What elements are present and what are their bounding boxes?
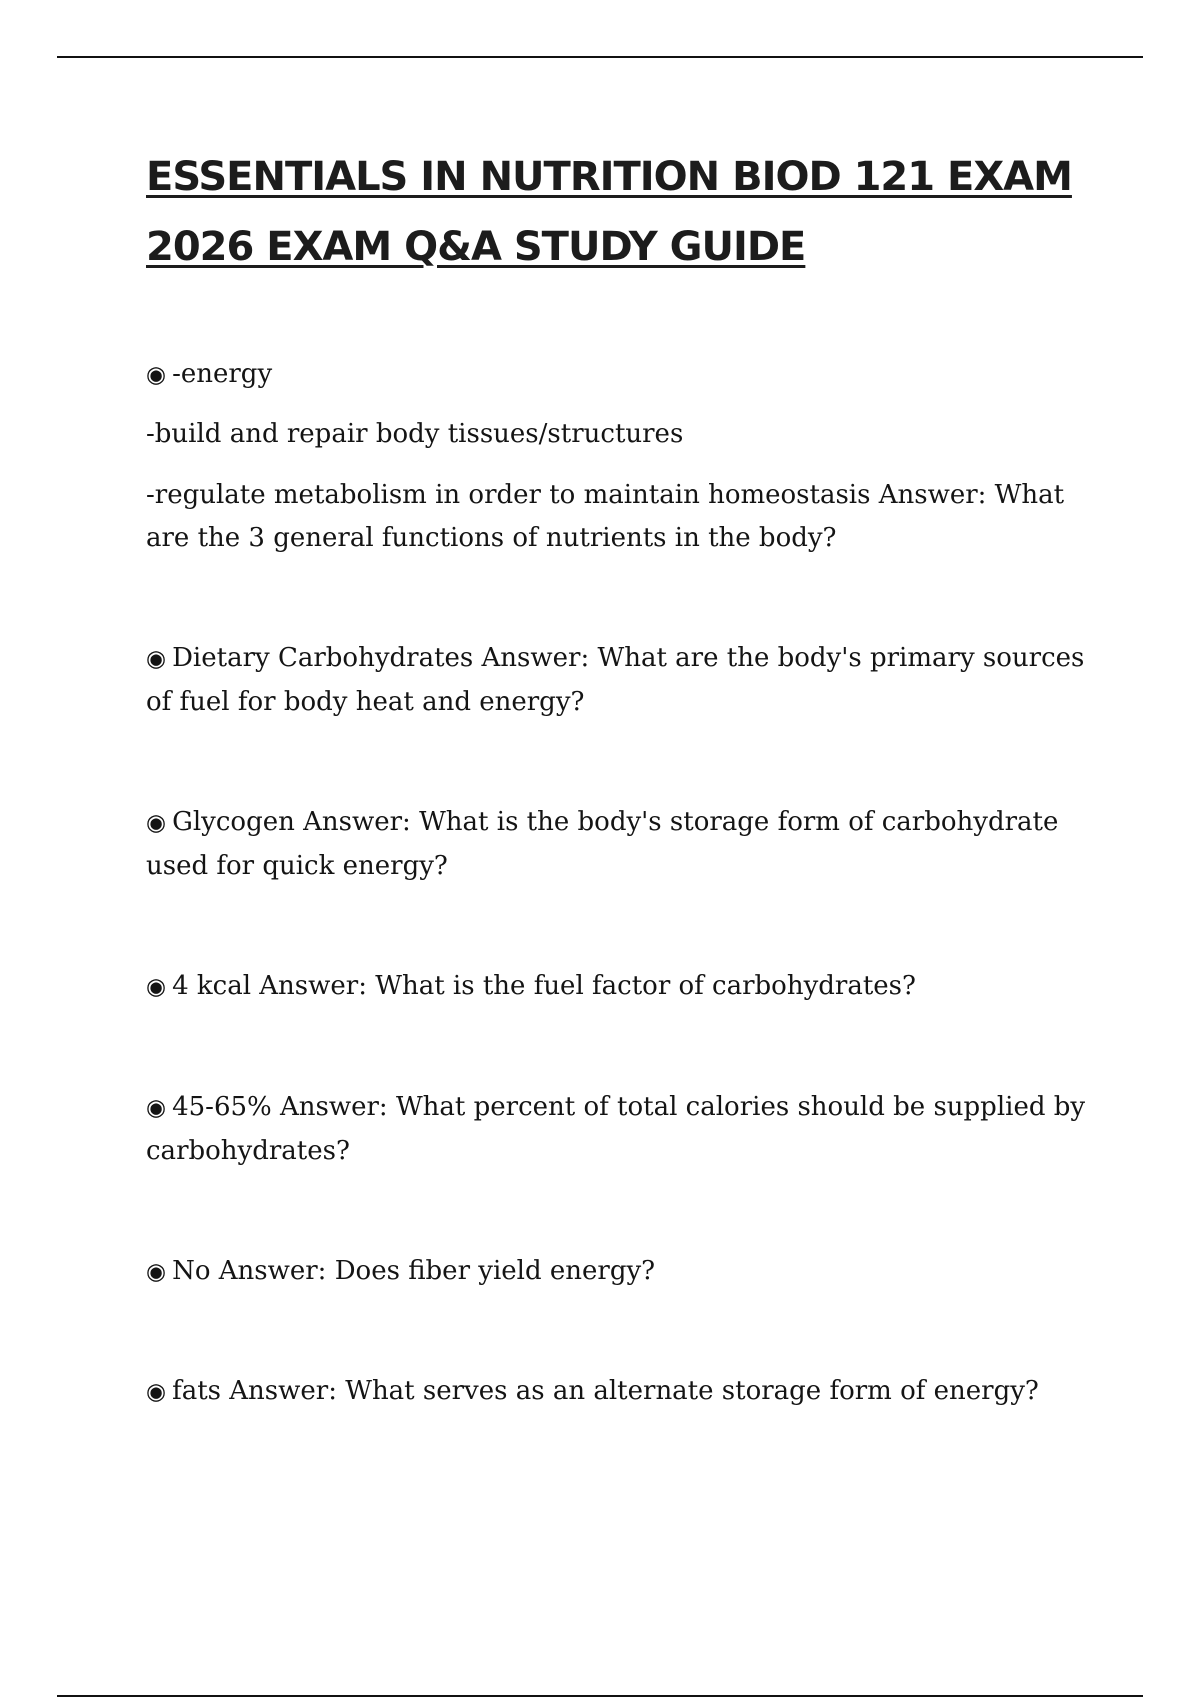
bottom-rule [57,1695,1143,1697]
qa-item-1-text-1: -energy [172,359,273,389]
bullet-icon: ◉ [146,1095,167,1121]
qa-item-1-line-2: -build and repair body tissues/structures [146,419,684,449]
bullet-icon: ◉ [146,1379,167,1405]
qa-item-1-line-1 [146,353,1106,397]
bullet-icon: ◉ [146,362,167,388]
qa-item-7 [146,1370,1106,1414]
top-rule [57,56,1143,58]
bullet-icon: ◉ [146,974,167,1000]
bullet-icon: ◉ [146,646,167,672]
qa-item-3 [146,801,1106,888]
qa-item-7-text: fats Answer: What serves as an alternate storage form of energy? [172,1376,1039,1406]
qa-item-6-text: No Answer: Does fiber yield energy? [172,1256,656,1286]
qa-item-4-text: 4 kcal Answer: What is the fuel factor of carbohydrates? [172,971,916,1001]
qa-item-3-text: Glycogen Answer: What is the body's storage form of carbohydrate used for quick energy? [146,807,1059,881]
qa-item-5 [146,1086,1106,1173]
qa-item-5-text: 45-65% Answer: What percent of total calories should be supplied by carbohydrates? [146,1092,1086,1166]
qa-item-1-line-3: -regulate metabolism in order to maintain homeostasis Answer: What are the 3 general functions of nutrients in the body? [146,480,1065,553]
document-title [146,142,1106,282]
qa-item-4 [146,965,1106,1009]
qa-item-2-text: Dietary Carbohydrates Answer: What are the body's primary sources of fuel for body heat and energy? [146,643,1085,717]
title-line-2: 2026 EXAM Q&A STUDY GUIDE [146,224,806,270]
qa-item-6 [146,1250,1106,1294]
title-line-1: ESSENTIALS IN NUTRITION BIOD 121 EXAM [146,154,1072,200]
bullet-icon: ◉ [146,1259,167,1285]
bullet-icon: ◉ [146,810,167,836]
qa-item-2 [146,637,1106,724]
